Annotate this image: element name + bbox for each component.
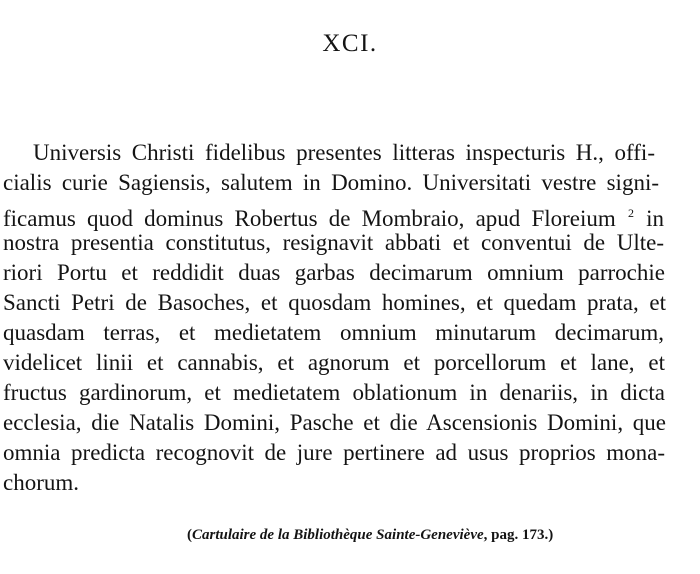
text-line-2: cialis curie Sagiensis, salutem in Domino. Universitati vestre signi- [3, 170, 659, 195]
citation-open: ( [187, 527, 192, 543]
text-line-6: Sancti Petri de Basoches, et quosdam homines, et quedam prata, et [3, 290, 666, 315]
text-line-8: videlicet linii et cannabis, et agnorum et porcellorum et lane, et [3, 350, 665, 375]
text-line-5: riori Portu et reddidit duas garbas decimarum omnium parrochie [3, 260, 665, 285]
footnote-mark: 2 [627, 206, 634, 220]
text-line-7: quasdam terras, et medietatem omnium minutarum decimarum, [3, 320, 664, 345]
text-line-11: omnia predicta recognovit de jure pertinere ad usus proprios mona- [3, 440, 665, 465]
text-line-3-main: ficamus quod dominus Robertus de Mombraio, apud Floreium [3, 206, 616, 231]
citation-title: Cartulaire de la Bibliothèque Sainte-Geneviève [192, 527, 484, 543]
text-line-4: nostra presentia constitutus, resignavit abbati et conventui de Ulte- [3, 230, 664, 255]
source-citation [187, 527, 627, 544]
citation-page: , pag. 173.) [483, 527, 554, 543]
text-line-10: ecclesia, die Natalis Domini, Pasche et die Ascensionis Domini, que [3, 410, 666, 435]
text-line-12: chorum. [3, 470, 80, 495]
text-line-9: fructus gardinorum, et medietatem oblationum in denariis, in dicta [3, 380, 665, 405]
text-line-1: Universis Christi fidelibus presentes litteras inspecturis H., offi- [33, 140, 655, 165]
text-line-3 [3, 198, 665, 231]
charter-number-heading: XCI. [322, 30, 378, 57]
text-line-3-tail: in [646, 206, 665, 231]
